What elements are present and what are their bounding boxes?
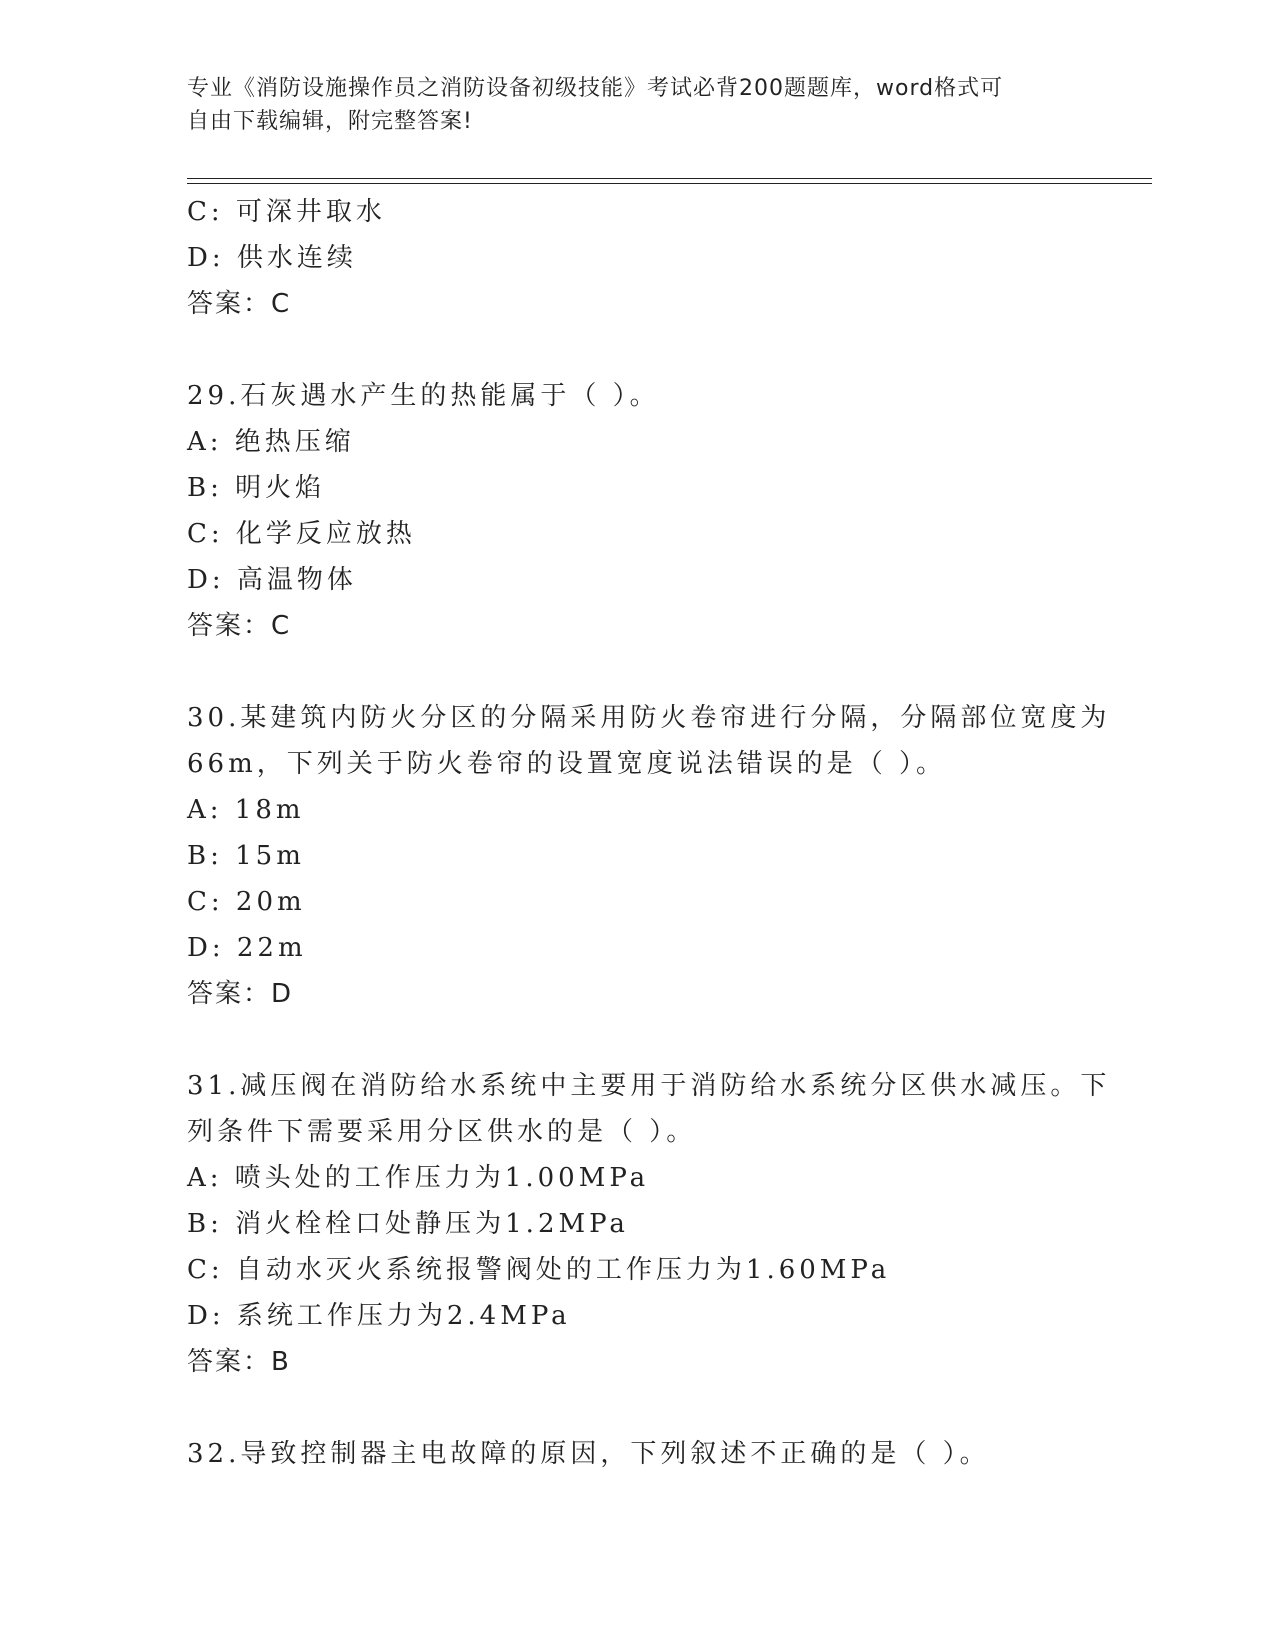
- answer: 答案：C: [187, 289, 292, 319]
- option-a: A: 绝热压缩: [187, 427, 355, 457]
- question-stem-line1: 30.某建筑内防火分区的分隔采用防火卷帘进行分隔，分隔部位宽度为: [187, 703, 1111, 733]
- question-list: [187, 189, 1111, 1477]
- option-a: A: 18m: [187, 795, 305, 825]
- question-stem-line2: 66m，下列关于防火卷帘的设置宽度说法错误的是（ ）。: [187, 749, 947, 779]
- option-b: B: 明火焰: [187, 473, 326, 503]
- spacer: [187, 327, 1087, 373]
- question-stem: 32.导致控制器主电故障的原因，下列叙述不正确的是（ ）。: [187, 1439, 990, 1469]
- header-title-line1: 专业《消防设施操作员之消防设备初级技能》考试必背200题题库，word格式可: [187, 76, 1004, 101]
- question-31: [187, 1063, 1111, 1385]
- question-stem-line2: 列条件下需要采用分区供水的是（ ）。: [187, 1117, 697, 1147]
- option-c: C: 自动水灭火系统报警阀处的工作压力为1.60MPa: [187, 1255, 891, 1285]
- header-divider-top: [187, 178, 1152, 179]
- question-32: [187, 1431, 1087, 1477]
- option-d: D: 22m: [187, 933, 307, 963]
- document-header: [187, 72, 1067, 138]
- answer: 答案：D: [187, 979, 294, 1009]
- question-stem: 29.石灰遇水产生的热能属于（ ）。: [187, 381, 660, 411]
- answer: 答案：C: [187, 611, 292, 641]
- option-c: C: 可深井取水: [187, 197, 386, 227]
- option-c: C: 20m: [187, 887, 306, 917]
- option-d: D: 高温物体: [187, 565, 357, 595]
- spacer: [187, 649, 1087, 695]
- spacer: [187, 1017, 1087, 1063]
- answer: 答案：B: [187, 1347, 291, 1377]
- option-b: B: 消火栓栓口处静压为1.2MPa: [187, 1209, 629, 1239]
- option-d: D: 供水连续: [187, 243, 357, 273]
- option-d: D: 系统工作压力为2.4MPa: [187, 1301, 571, 1331]
- option-a: A: 喷头处的工作压力为1.00MPa: [187, 1163, 650, 1193]
- header-title-line2: 自由下载编辑，附完整答案!: [187, 109, 473, 134]
- question-29: [187, 373, 1087, 649]
- question-30: [187, 695, 1111, 1017]
- option-b: B: 15m: [187, 841, 305, 871]
- question-28: [187, 189, 1087, 327]
- option-c: C: 化学反应放热: [187, 519, 416, 549]
- spacer: [187, 1385, 1087, 1431]
- question-stem-line1: 31.减压阀在消防给水系统中主要用于消防给水系统分区供水减压。下: [187, 1071, 1111, 1101]
- header-divider-bottom: [187, 183, 1152, 184]
